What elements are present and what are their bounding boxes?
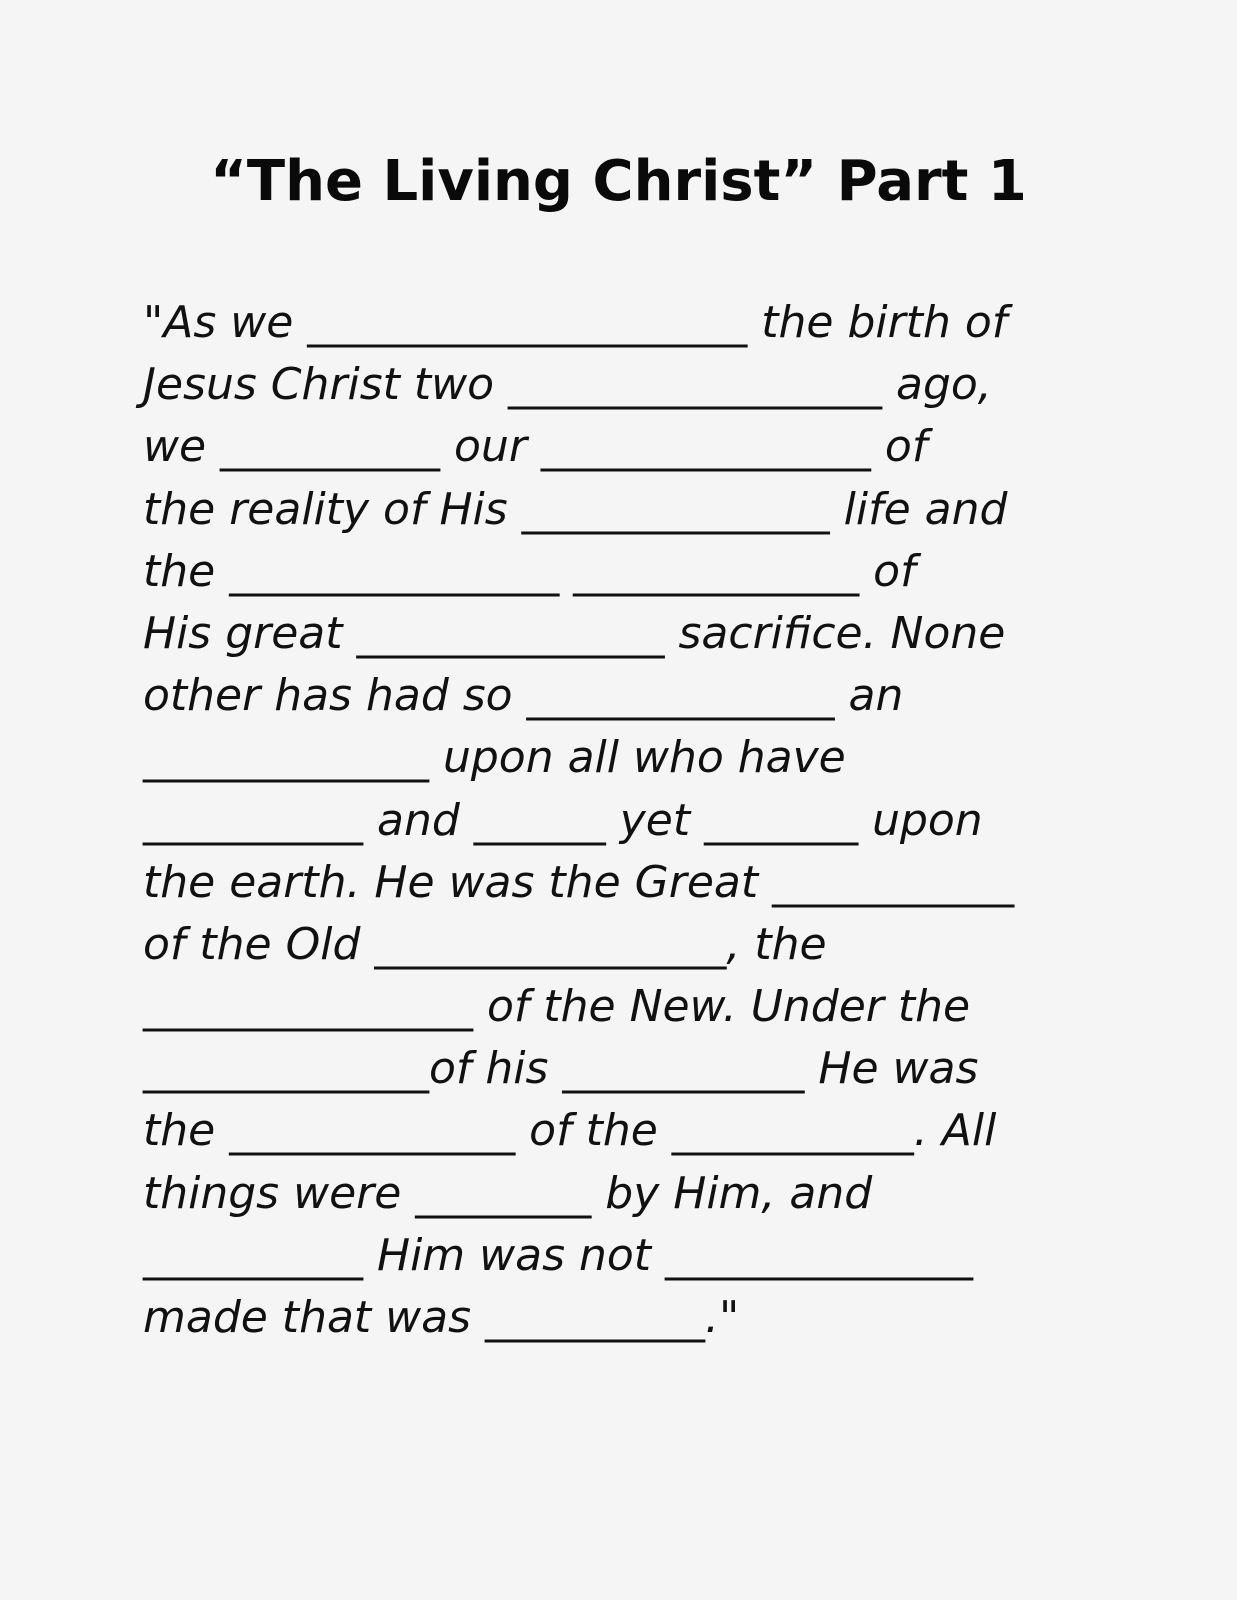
passage-line: _____________of his ___________ He was: [143, 1043, 979, 1095]
page-title: “The Living Christ” Part 1: [210, 149, 1027, 214]
passage-line: other has had so ______________ an: [143, 670, 904, 722]
passage-line: _______________ of the New. Under the: [143, 981, 971, 1033]
passage-line: the earth. He was the Great ___________: [143, 856, 1015, 908]
passage-line: things were ________ by Him, and: [143, 1167, 873, 1219]
passage-line: the _______________ _____________ of: [143, 545, 916, 597]
passage-line: of the Old ________________, the: [143, 918, 827, 970]
passage-line: __________ and ______ yet _______ upon: [143, 794, 983, 846]
passage-line: __________ Him was not ______________: [143, 1229, 974, 1281]
passage-line: "As we ____________________ the birth of: [143, 297, 1008, 348]
fill-in-passage: [143, 292, 1143, 1349]
passage-line: Jesus Christ two _________________ ago,: [143, 359, 992, 411]
passage-line: His great ______________ sacrifice. None: [143, 607, 1006, 659]
passage-line: the _____________ of the ___________. All: [143, 1105, 997, 1157]
passage-line: _____________ upon all who have: [143, 732, 846, 784]
passage-line: we __________ our _______________ of: [143, 421, 928, 473]
passage-line: made that was __________.": [143, 1292, 740, 1343]
passage-line: the reality of His ______________ life and: [143, 483, 1008, 535]
